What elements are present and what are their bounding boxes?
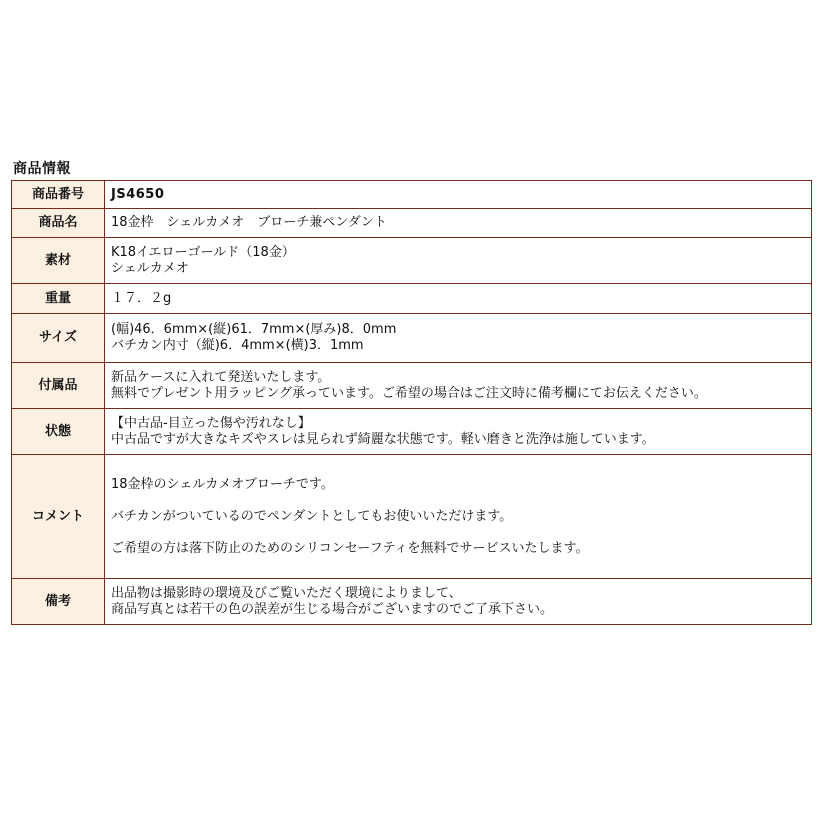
row-item-name bbox=[12, 209, 812, 238]
value-size bbox=[105, 314, 812, 363]
row-item-number bbox=[12, 181, 812, 209]
remarks-line-1: 出品物は撮影時の環境及びご覧いただく環境によりまして、 bbox=[111, 585, 462, 601]
item-name-text: 18金枠 シェルカメオ ブローチ兼ペンダント bbox=[111, 215, 387, 230]
comment-spacer bbox=[111, 525, 805, 541]
label-remarks: 備考 bbox=[12, 579, 105, 625]
value-item-name bbox=[105, 209, 812, 238]
row-condition bbox=[12, 409, 812, 455]
label-material: 素材 bbox=[12, 238, 105, 284]
item-number-text: JS4650 bbox=[111, 186, 165, 202]
comment-line-1: 18金枠のシェルカメオブローチです。 bbox=[111, 476, 334, 492]
row-weight bbox=[12, 284, 812, 314]
value-accessories bbox=[105, 363, 812, 409]
label-weight: 重量 bbox=[12, 284, 105, 314]
row-remarks bbox=[12, 579, 812, 625]
accessories-line-1: 新品ケースに入れて発送いたします。 bbox=[111, 369, 331, 385]
row-size bbox=[12, 314, 812, 363]
label-size: サイズ bbox=[12, 314, 105, 363]
label-accessories: 付属品 bbox=[12, 363, 105, 409]
row-comment bbox=[12, 455, 812, 579]
row-accessories bbox=[12, 363, 812, 409]
section-title: 商品情報 bbox=[13, 161, 71, 177]
product-info-table bbox=[11, 180, 812, 625]
label-comment: コメント bbox=[12, 455, 105, 579]
value-material bbox=[105, 238, 812, 284]
condition-line-2: 中古品ですが大きなキズやスレは見られず綺麗な状態です。軽い磨きと洗浄は施しています。 bbox=[111, 431, 655, 447]
condition-line-1: 【中古品-目立った傷や汚れなし】 bbox=[111, 415, 311, 431]
value-weight bbox=[105, 284, 812, 314]
accessories-line-2: 無料でプレゼント用ラッピング承っています。ご希望の場合はご注文時に備考欄にてお伝えください。 bbox=[111, 385, 707, 401]
row-material bbox=[12, 238, 812, 284]
value-comment bbox=[105, 455, 812, 579]
material-line-1: K18イエローゴールド（18金） bbox=[111, 244, 295, 260]
comment-line-3: ご希望の方は落下防止のためのシリコンセーフティを無料でサービスいたします。 bbox=[111, 540, 589, 556]
label-item-number: 商品番号 bbox=[12, 181, 105, 209]
material-line-2: シェルカメオ bbox=[111, 260, 189, 276]
value-condition bbox=[105, 409, 812, 455]
size-line-1: (幅)46．6mm×(縦)61．7mm×(厚み)8．0mm bbox=[111, 322, 397, 337]
label-item-name: 商品名 bbox=[12, 209, 105, 238]
weight-text: １７．２g bbox=[111, 290, 172, 306]
size-line-2: バチカン内寸（縦)6．4mm×(横)3．1mm bbox=[111, 338, 364, 353]
label-condition: 状態 bbox=[12, 409, 105, 455]
value-item-number bbox=[105, 181, 812, 209]
remarks-line-2: 商品写真とは若干の色の誤差が生じる場合がございますのでご了承下さい。 bbox=[111, 601, 554, 617]
value-remarks bbox=[105, 579, 812, 625]
comment-spacer bbox=[111, 493, 805, 509]
comment-line-2: バチカンがついているのでペンダントとしてもお使いいただけます。 bbox=[111, 508, 513, 524]
